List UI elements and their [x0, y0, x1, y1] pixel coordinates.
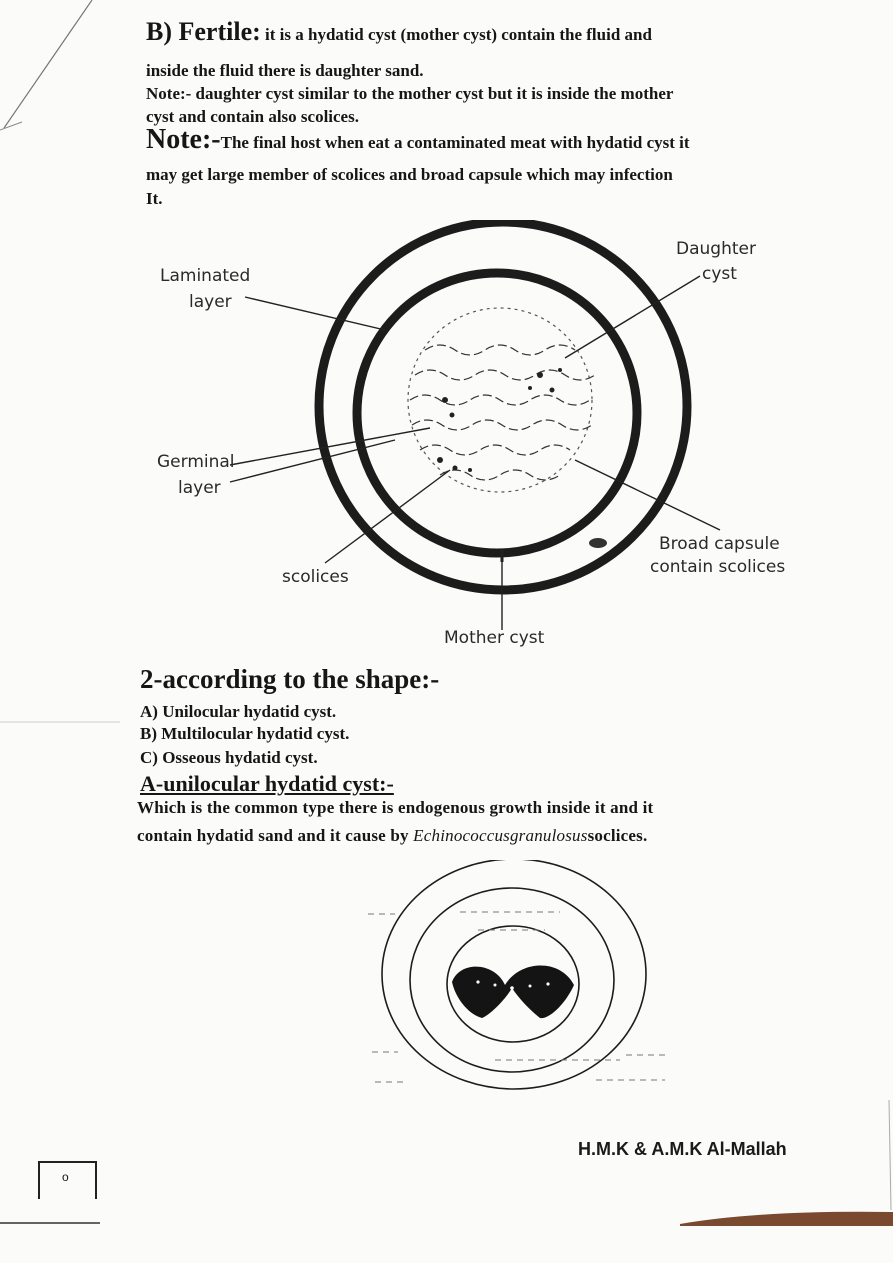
- unilocular-line1: Which is the common type there is endogenous growth inside it and it: [137, 798, 654, 817]
- label-broad-2: contain scolices: [650, 557, 786, 577]
- label-daughter-2: cyst: [702, 264, 737, 284]
- fertile-paragraph: [146, 17, 816, 46]
- shape-item-a: A) Unilocular hydatid cyst.: [140, 702, 337, 721]
- label-broad-1: Broad capsule: [659, 534, 780, 554]
- label-mother-cyst: Mother cyst: [444, 628, 545, 648]
- scolex-shape: [452, 965, 574, 1018]
- label-laminated-2: layer: [189, 292, 232, 312]
- label-germinal-1: Germinal: [157, 452, 235, 472]
- species-name: Echinococcusgranulosus: [413, 826, 588, 845]
- note2-paragraph: [146, 124, 816, 155]
- unilocular-cyst-diagram: [0, 860, 893, 1120]
- note1-line2: cyst and contain also scolices.: [146, 107, 359, 126]
- outer-cyst-ring: [382, 860, 646, 1089]
- fertile-line2: inside the fluid there is daughter sand.: [146, 61, 424, 80]
- note2-line2: may get large member of scolices and broad capsule which may infection: [146, 165, 673, 184]
- note2-text: The final host when eat a contaminated meat with hydatid cyst it: [220, 133, 690, 152]
- germinal-layer-ring: [357, 273, 637, 553]
- label-scolices: scolices: [282, 567, 349, 587]
- shape-item-b: B) Multilocular hydatid cyst.: [140, 724, 350, 743]
- scolices-dots: [437, 368, 562, 472]
- unilocular-heading: A-unilocular hydatid cyst:-: [140, 771, 394, 796]
- unilocular-line2: [137, 822, 647, 850]
- note2-label: Note:-: [146, 124, 221, 155]
- broad-capsule-blob: [589, 538, 607, 548]
- fertile-label: B) Fertile:: [146, 17, 261, 46]
- authors-footer: H.M.K & A.M.K Al-Mallah: [578, 1139, 787, 1159]
- page-number: o: [62, 1170, 69, 1184]
- shape-heading: 2-according to the shape:-: [140, 664, 440, 694]
- note1-line1: Note:- daughter cyst similar to the mother cyst but it is inside the mother: [146, 84, 674, 103]
- hydatid-cyst-diagram: [0, 220, 893, 680]
- label-laminated-1: Laminated: [160, 266, 251, 286]
- note2-line3: It.: [146, 189, 163, 208]
- label-daughter-1: Daughter: [676, 239, 756, 259]
- unilocular-line2-a: contain hydatid sand and it cause by: [137, 826, 414, 845]
- fertile-text: it is a hydatid cyst (mother cyst) contain the fluid and: [260, 25, 652, 44]
- shape-item-c: C) Osseous hydatid cyst.: [140, 748, 318, 767]
- label-germinal-2: layer: [178, 478, 221, 498]
- unilocular-line2-c: soclices.: [587, 826, 648, 845]
